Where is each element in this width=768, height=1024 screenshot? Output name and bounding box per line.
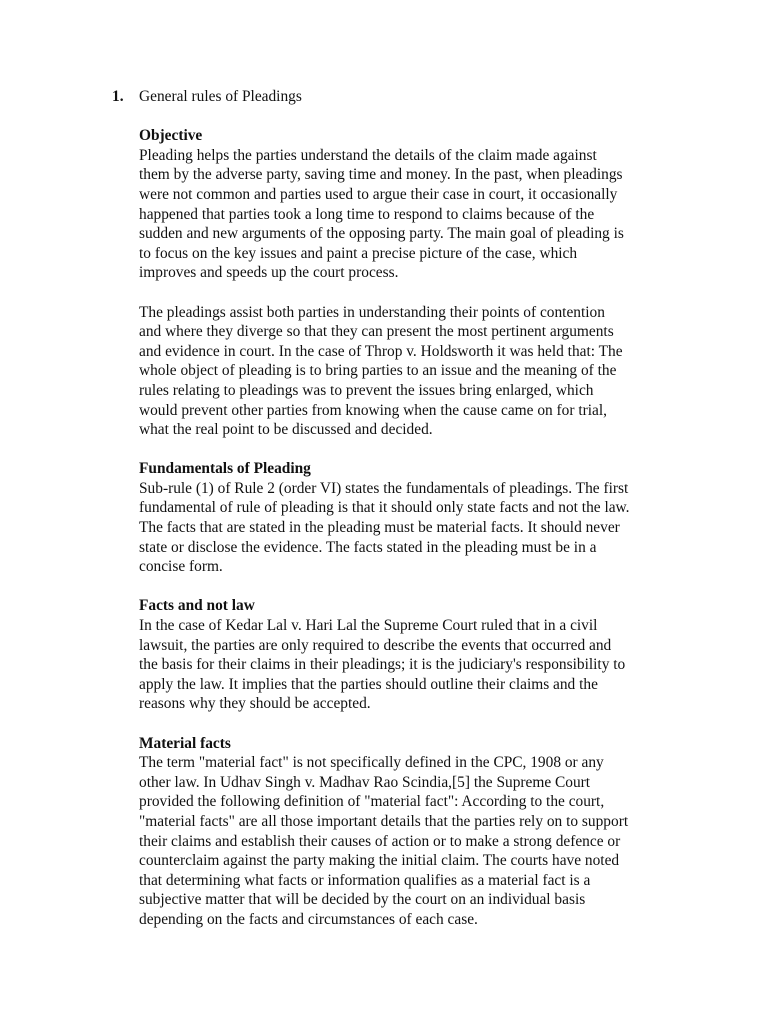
section-title-material-facts: Material facts xyxy=(139,734,231,752)
list-item-number: 1. xyxy=(112,88,124,105)
list-item-content xyxy=(139,126,699,929)
section-title-objective: Objective xyxy=(139,127,203,145)
paragraph-material-facts: The term "material fact" is not specifically defined in the CPC, 1908 or any other law. In Udhav Singh v. Madhav Rao Scindia,[5] the Supreme Court provided the following definition of "material fact": According to the court, "material facts" are all those important details that the parties rely on to support their claims and establish their causes of action or to make a strong defence or counterclaim against the party making the initial claim. The courts have noted that determining what facts or information qualifies as a material fact is a subjective matter that will be decided by the court on an individual basis depending on the facts and circumstances of each case. xyxy=(139,754,629,928)
section-facts-not-law xyxy=(139,596,699,714)
section-fundamentals xyxy=(139,459,699,577)
section-title-fundamentals: Fundamentals of Pleading xyxy=(139,460,311,478)
list-item-heading xyxy=(112,87,712,107)
section-objective xyxy=(139,126,699,440)
section-material-facts xyxy=(139,734,699,930)
paragraph-facts-not-law: In the case of Kedar Lal v. Hari Lal the Supreme Court ruled that in a civil lawsuit, the parties are only required to describe the events that occurred and the basis for their claims in their pleadings; it is the judiciary's responsibility to apply the law. It implies that the parties should outline their claims and the reasons why they should be accepted. xyxy=(139,617,626,713)
paragraph-objective-1: Pleading helps the parties understand the details of the claim made against them by the adverse party, saving time and money. In the past, when pleadings were not common and parties used to argue their case in court, it occasionally happened that parties took a long time to respond to claims because of the sudden and new arguments of the opposing party. The main goal of pleading is to focus on the key issues and paint a precise picture of the case, which improves and speeds up the court process. xyxy=(139,146,624,282)
section-title-facts-not-law: Facts and not law xyxy=(139,597,255,615)
paragraph-objective-2: The pleadings assist both parties in understanding their points of contention and where they diverge so that they can present the most pertinent arguments and evidence in court. In the case of Throp v. Holdsworth it was held that: The whole object of pleading is to bring parties to an issue and the meaning of the rules relating to pleadings was to prevent the issues bring enlarged, which would prevent other parties from knowing when the cause came on for trial, what the real point to be discussed and decided. xyxy=(139,303,623,439)
paragraph-gap xyxy=(139,283,699,303)
paragraph-fundamentals: Sub-rule (1) of Rule 2 (order VI) states the fundamentals of pleadings. The first fundamental of rule of pleading is that it should only state facts and not the law. The facts that are stated in the pleading must be material facts. It should never state or disclose the evidence. The facts stated in the pleading must be in a concise form. xyxy=(139,479,630,576)
list-item-title: General rules of Pleadings xyxy=(139,88,302,105)
numbered-list-item xyxy=(112,87,712,930)
